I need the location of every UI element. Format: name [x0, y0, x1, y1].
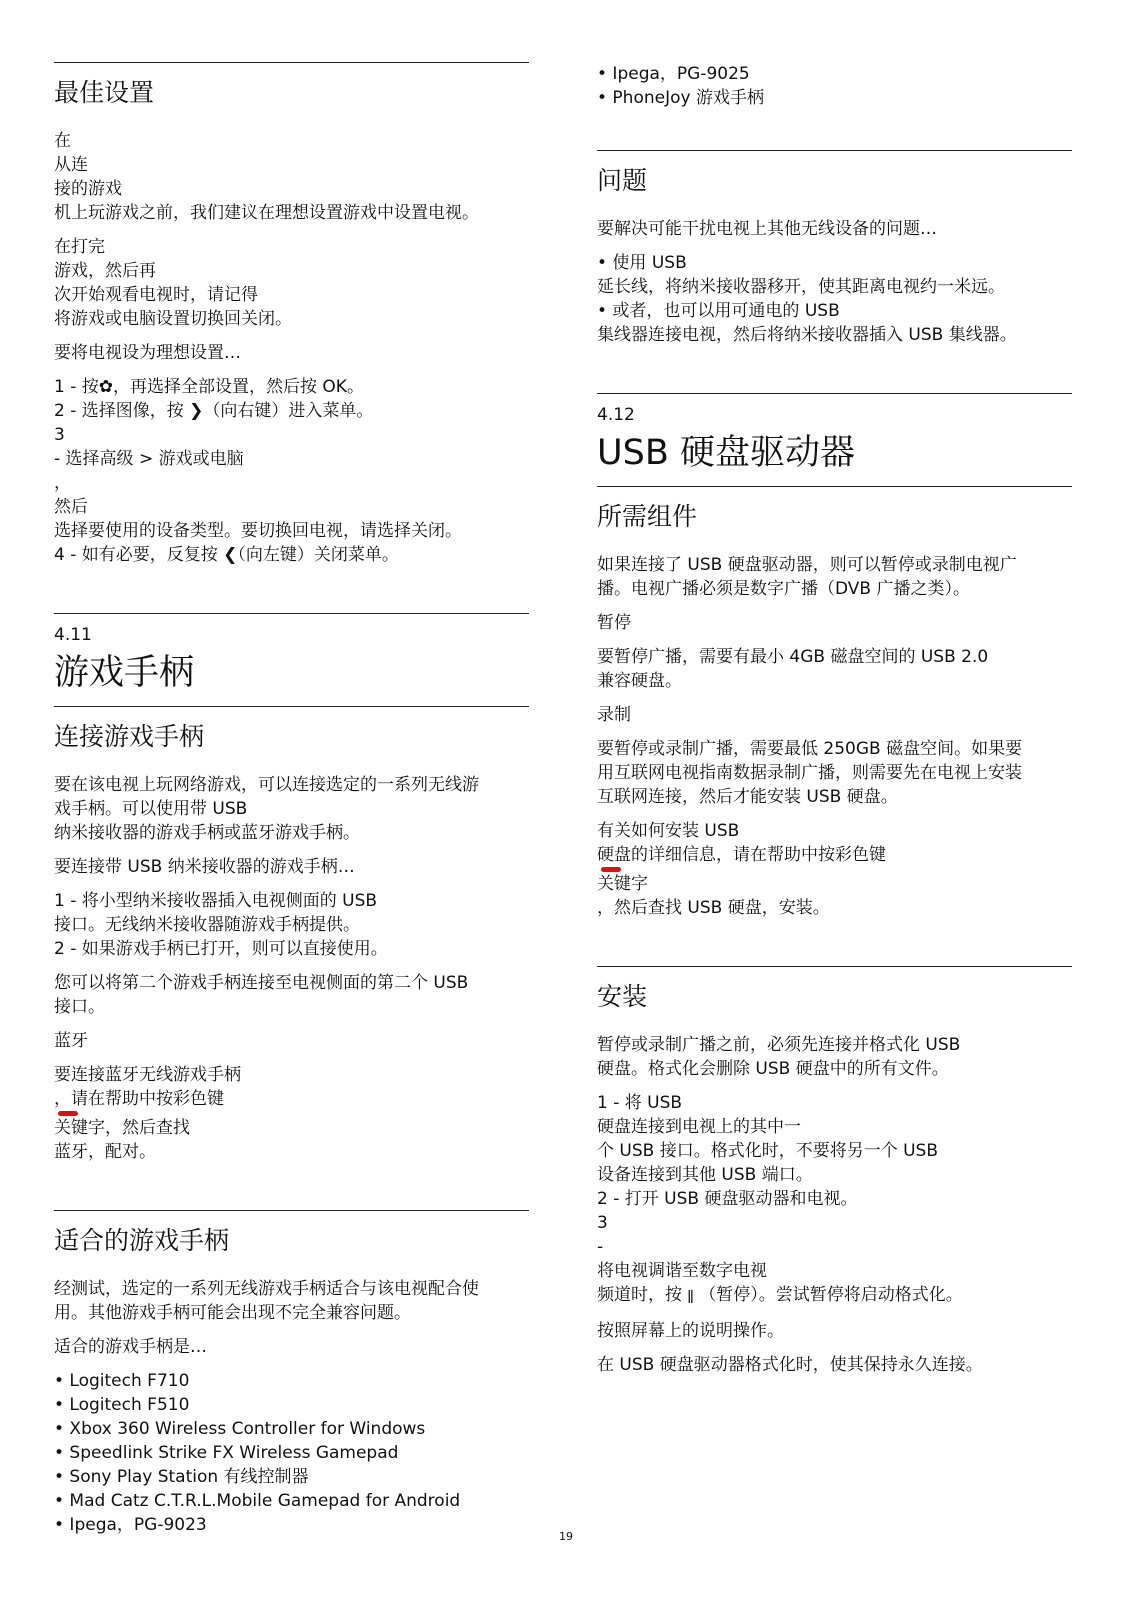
install-info: 有关如何安装 USB 硬盘的详细信息，请在帮助中按彩色键 关键字 ，然后查找 USB 硬盘，安装。: [597, 821, 886, 918]
best-settings-lead: 要将电视设为理想设置…: [54, 343, 241, 363]
required-intro: 如果连接了 USB 硬盘驱动器，则可以暂停或录制电视广 播。电视广播必须是数字广播（DVB 广播之类）。: [597, 555, 1017, 599]
chapter-title: USB 硬盘驱动器: [597, 433, 855, 473]
bluetooth-heading: 蓝牙: [54, 1031, 88, 1051]
install-steps: 1 - 将 USB 硬盘连接到电视上的其中一 个 USB 接口。格式化时，不要将另一个 USB 设备连接到其他 USB 端口。 2 - 打开 USB 硬盘驱动器和电视。 3 - 将电视调谐至数字电视 频道时，按 ǁ （暂停）。尝试暂停将启动格式化。: [597, 1093, 963, 1305]
section-rule: [54, 706, 529, 707]
install-keep: 在 USB 硬盘驱动器格式化时，使其保持永久连接。: [597, 1355, 983, 1375]
gear-icon: ✿: [98, 377, 114, 397]
list-item: • Logitech F710: [54, 1371, 190, 1391]
list-item: • Speedlink Strike FX Wireless Gamepad: [54, 1443, 399, 1463]
list-item: • Xbox 360 Wireless Controller for Windows: [54, 1419, 426, 1439]
pause-heading: 暂停: [597, 613, 631, 633]
best-settings-reminder: 在打完 游戏，然后再 次开始观看电视时，请记得 将游戏或电脑设置切换回关闭。: [54, 237, 292, 329]
record-text: 要暂停或录制广播，需要最低 250GB 磁盘空间。如果要 用互联网电视指南数据录制广播，则需要先在电视上安装 互联网连接，然后才能安装 USB 硬盘。: [597, 739, 1023, 807]
section-title-install: 安装: [597, 982, 648, 1011]
connect-steps: 1 - 将小型纳米接收器插入电视侧面的 USB 接口。无线纳米接收器随游戏手柄提供。 2 - 如果游戏手柄已打开，则可以直接使用。: [54, 891, 388, 959]
problems-lead: 要解决可能干扰电视上其他无线设备的问题…: [597, 219, 937, 239]
page-number: 19: [559, 1530, 573, 1543]
section-title-required: 所需组件: [597, 502, 698, 531]
best-settings-intro: 在 从连 接的游戏 机上玩游戏之前，我们建议在理想设置游戏中设置电视。: [54, 131, 479, 223]
section-rule: [597, 966, 1072, 967]
right-column: [597, 62, 1072, 1387]
step-1: 1 - 按✿，再选择全部设置，然后按 OK。: [54, 377, 364, 397]
left-column: [54, 62, 529, 1547]
connect-lead: 要连接带 USB 纳米接收器的游戏手柄…: [54, 857, 355, 877]
list-item: • Ipega，PG-9023: [54, 1515, 207, 1535]
section-title-best-settings: 最佳设置: [54, 78, 155, 107]
section-title-connect: 连接游戏手柄: [54, 722, 205, 751]
section-rule: [597, 150, 1072, 151]
list-item: • PhoneJoy 游戏手柄: [597, 88, 764, 108]
red-color-key-icon: [58, 1111, 78, 1116]
section-title-suitable: 适合的游戏手柄: [54, 1226, 230, 1255]
chevron-left-icon: ❮: [223, 545, 238, 565]
section-rule: [54, 62, 529, 63]
list-item: • Mad Catz C.T.R.L.Mobile Gamepad for Android: [54, 1491, 461, 1511]
gamepad-list: [54, 1369, 529, 1537]
list-item: • Ipega，PG-9025: [597, 64, 750, 84]
chapter-rule: [597, 393, 1072, 394]
section-rule: [597, 486, 1072, 487]
section-title-problems: 问题: [597, 166, 648, 195]
chapter-title: 游戏手柄: [54, 653, 195, 693]
bluetooth-text: 要连接蓝牙无线游戏手柄 ，请在帮助中按彩色键 关键字，然后查找 蓝牙，配对。: [54, 1065, 241, 1162]
connect-intro: 要在该电视上玩网络游戏，可以连接选定的一系列无线游 戏手柄。可以使用带 USB 纳米接收器的游戏手柄或蓝牙游戏手柄。: [54, 775, 479, 843]
pause-icon: ǁ: [687, 1289, 694, 1304]
chapter-rule: [54, 613, 529, 614]
pause-text: 要暂停广播，需要有最小 4GB 磁盘空间的 USB 2.0 兼容硬盘。: [597, 647, 989, 691]
section-rule: [54, 1210, 529, 1211]
red-color-key-icon: [601, 867, 621, 872]
gamepad-list-continued: [597, 62, 1072, 110]
chevron-right-icon: ❯: [189, 401, 204, 421]
step-4: 4 - 如有必要，反复按 ❮（向左键）关闭菜单。: [54, 545, 399, 565]
install-follow: 按照屏幕上的说明操作。: [597, 1321, 784, 1341]
connect-second: 您可以将第二个游戏手柄连接至电视侧面的第二个 USB 接口。: [54, 973, 469, 1017]
record-heading: 录制: [597, 705, 631, 725]
suitable-intro: 经测试，选定的一系列无线游戏手柄适合与该电视配合使 用。其他游戏手柄可能会出现不完全兼容问题。: [54, 1279, 479, 1323]
list-item: • Logitech F510: [54, 1395, 190, 1415]
chapter-number: 4.12: [597, 405, 635, 425]
list-item: • Sony Play Station 有线控制器: [54, 1467, 309, 1487]
best-settings-steps: 1 - 按✿，再选择全部设置，然后按 OK。 2 - 选择图像，按 ❯（向右键）进入菜单。 3 - 选择高级 > 游戏或电脑 ， 然后 选择要使用的设备类型。要切换回电视，请选择关闭。 4 - 如有必要，反复按 ❮（向左键）关闭菜单。: [54, 375, 529, 567]
suitable-lead: 适合的游戏手柄是…: [54, 1337, 207, 1357]
install-intro: 暂停或录制广播之前，必须先连接并格式化 USB 硬盘。格式化会删除 USB 硬盘中的所有文件。: [597, 1035, 961, 1079]
step-2: 2 - 选择图像，按 ❯（向右键）进入菜单。: [54, 401, 374, 421]
chapter-number: 4.11: [54, 625, 92, 645]
problems-text: • 使用 USB 延长线，将纳米接收器移开，使其距离电视约一米远。 • 或者，也可以用可通电的 USB 集线器连接电视，然后将纳米接收器插入 USB 集线器。: [597, 253, 1017, 345]
